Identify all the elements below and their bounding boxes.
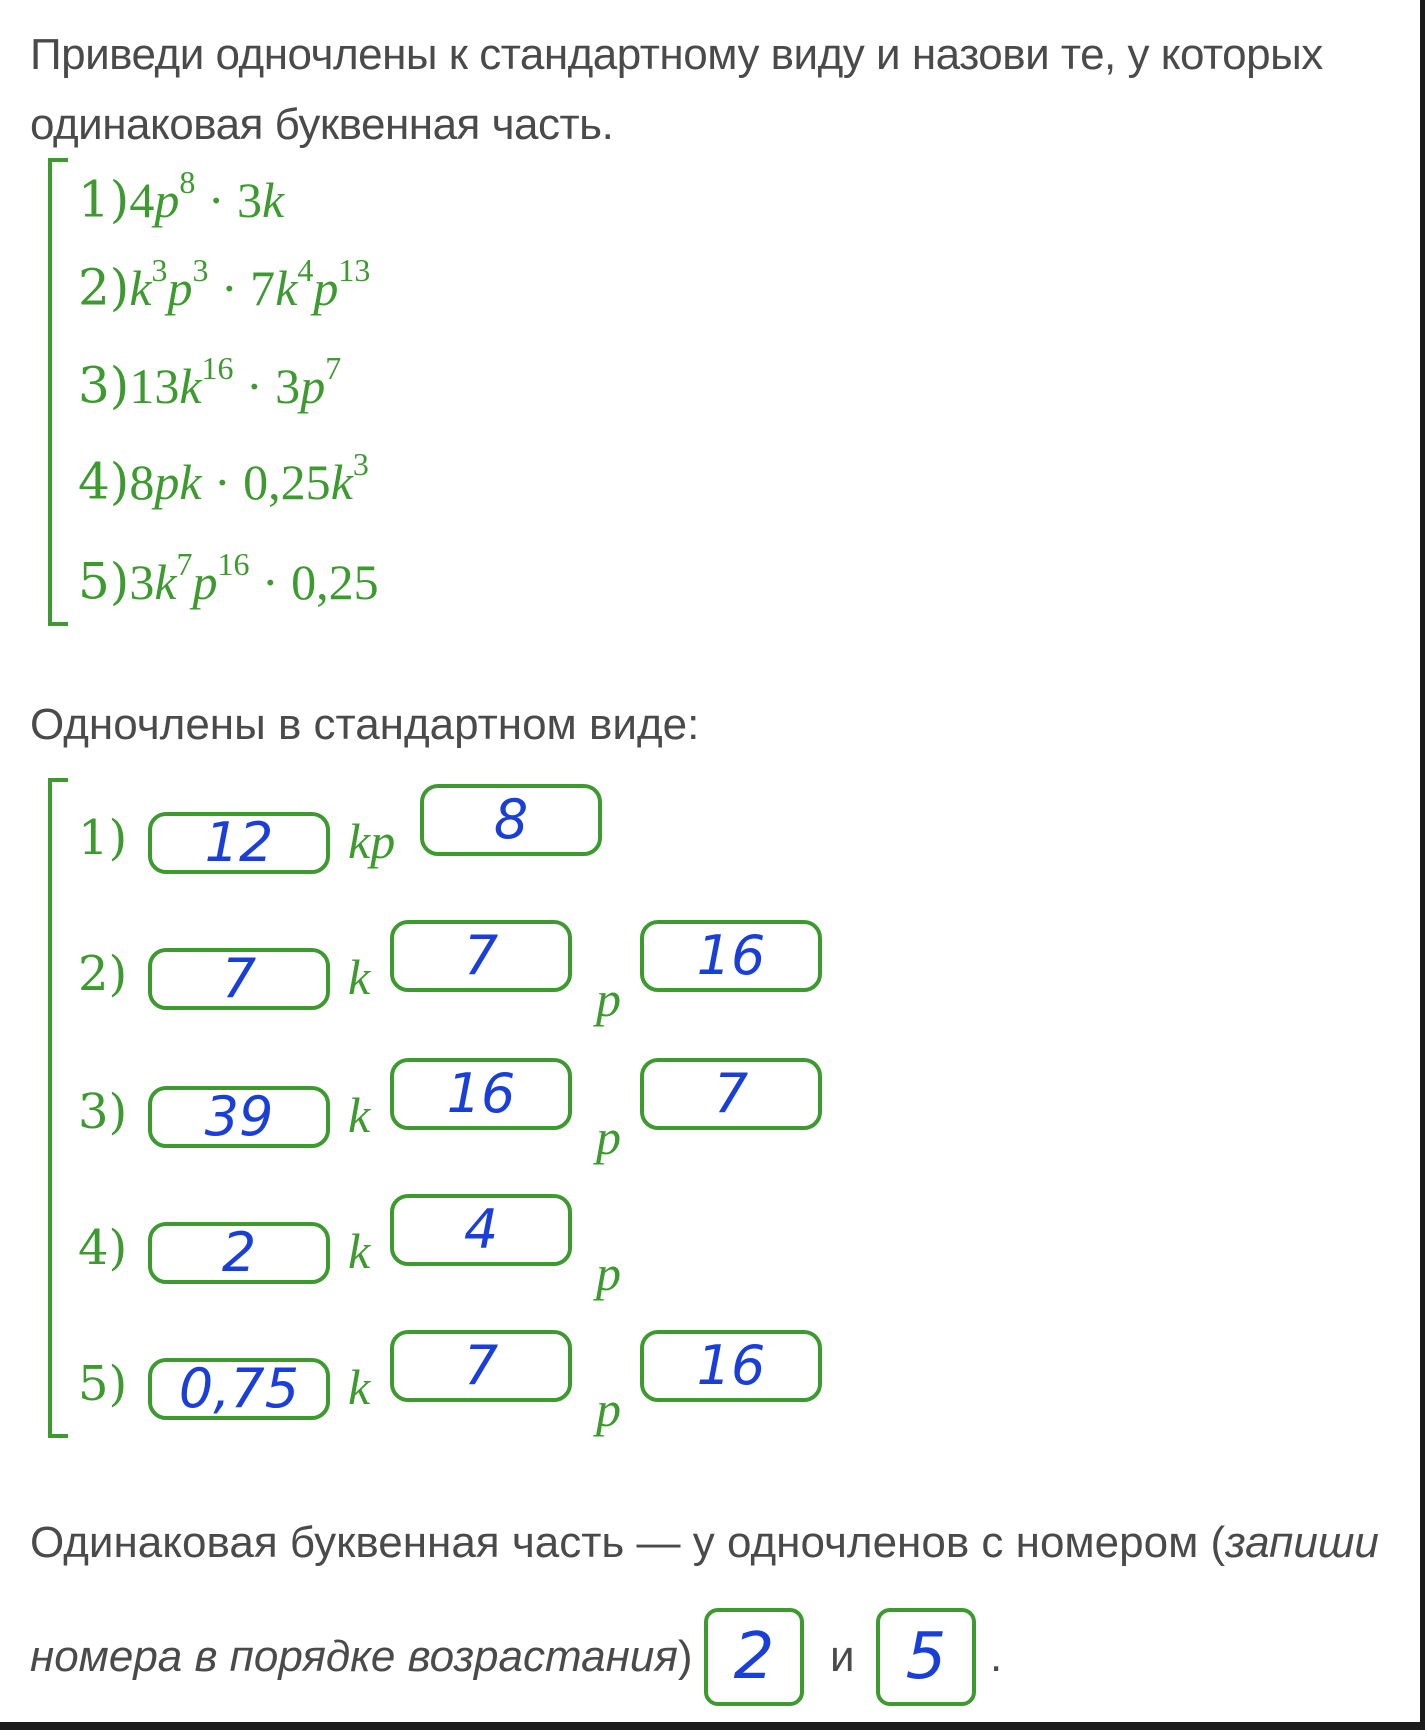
exp1-value: 7 bbox=[463, 924, 499, 987]
coef-value: 2 bbox=[221, 1221, 257, 1284]
monomial-label: 3) bbox=[78, 356, 130, 415]
monomial-5 bbox=[78, 546, 379, 611]
monomial-expression: $8pk \cdot 0,25k^3$ bbox=[129, 446, 369, 510]
exp1-value: 7 bbox=[463, 1334, 499, 1397]
answer-first-value: 2 bbox=[733, 1620, 775, 1694]
standard-row-1-coef-box[interactable] bbox=[148, 812, 330, 874]
answer-second-value: 5 bbox=[905, 1620, 947, 1694]
monomial-label: 5) bbox=[78, 552, 130, 611]
standard-row-2-coef-box[interactable] bbox=[148, 948, 330, 1010]
standard-row-5-var2: p bbox=[596, 1381, 621, 1437]
standard-row-2-var1: k bbox=[348, 949, 371, 1005]
standard-row-5-exp2-box[interactable] bbox=[640, 1330, 822, 1402]
answer-period: . bbox=[990, 1632, 1003, 1681]
standard-row-4-exp1-box[interactable] bbox=[390, 1194, 572, 1266]
monomial-4 bbox=[78, 446, 369, 511]
monomial-1 bbox=[78, 164, 285, 229]
monomial-label: 4) bbox=[78, 452, 130, 511]
standard-row-3-label: 3) bbox=[78, 1084, 128, 1140]
answer-conjunction: и bbox=[830, 1632, 855, 1681]
exp2-value: 7 bbox=[713, 1062, 749, 1125]
standard-row-5-exp1-box[interactable] bbox=[390, 1330, 572, 1402]
exp2-value: 16 bbox=[696, 1334, 766, 1397]
monomial-2 bbox=[78, 252, 371, 317]
answer-line-2 bbox=[30, 1632, 692, 1682]
exp1-value: 16 bbox=[446, 1062, 516, 1125]
standard-row-4-coef-box[interactable] bbox=[148, 1222, 330, 1284]
frame-bottom-edge bbox=[0, 1722, 1425, 1730]
standard-row-3-exp2-box[interactable] bbox=[640, 1058, 822, 1130]
standard-row-3-var1: k bbox=[348, 1087, 371, 1143]
answer-line-1 bbox=[30, 1518, 1379, 1568]
standard-row-4-label: 4) bbox=[78, 1220, 128, 1276]
standard-row-1-var1: kp bbox=[348, 813, 396, 869]
standard-row-3-coef-box[interactable] bbox=[148, 1086, 330, 1148]
coef-value: 0,75 bbox=[178, 1357, 300, 1420]
standard-row-3-var2: p bbox=[596, 1109, 621, 1165]
exp1-value: 4 bbox=[463, 1198, 499, 1261]
answer-line-1-text: Одинаковая буквенная часть — у одночленов с номером ( bbox=[30, 1518, 1226, 1567]
monomial-expression: $13k^{16} \cdot 3p^7$ bbox=[129, 350, 342, 414]
exp2-value: 16 bbox=[696, 924, 766, 987]
coef-value: 7 bbox=[221, 947, 257, 1010]
monomial-label: 1) bbox=[78, 170, 130, 229]
standard-row-3-exp1-box[interactable] bbox=[390, 1058, 572, 1130]
standard-row-4-var2: p bbox=[596, 1245, 621, 1301]
monomial-expression: $3k^7p^{16} \cdot 0,25$ bbox=[129, 546, 379, 610]
standard-row-2-var2: p bbox=[596, 971, 621, 1027]
monomial-label: 2) bbox=[78, 258, 130, 317]
answer-line-2-italic: номера в порядке возрастания bbox=[30, 1632, 678, 1681]
answer-line-1-italic: запиши bbox=[1225, 1518, 1379, 1567]
standard-row-2-exp2-box[interactable] bbox=[640, 920, 822, 992]
coef-value: 12 bbox=[204, 811, 274, 874]
task-instruction: Приведи одночлены к стандартному виду и назови те, у которых одинаковая буквенная часть. bbox=[30, 30, 1323, 149]
answer-first-box[interactable] bbox=[704, 1608, 804, 1706]
standard-row-5-var1: k bbox=[348, 1359, 371, 1415]
monomial-expression: $4p^8 \cdot 3k$ bbox=[129, 164, 285, 228]
monomial-3 bbox=[78, 350, 342, 415]
standard-row-2-exp1-box[interactable] bbox=[390, 920, 572, 992]
coef-value: 39 bbox=[204, 1085, 274, 1148]
standard-row-2-label: 2) bbox=[78, 946, 128, 1002]
exp1-value: 8 bbox=[493, 788, 529, 851]
answer-line-2-close: ) bbox=[677, 1632, 693, 1681]
monomial-list-bracket bbox=[48, 158, 68, 626]
standard-row-5-label: 5) bbox=[78, 1356, 128, 1412]
standard-list-bracket bbox=[48, 778, 68, 1438]
standard-row-5-coef-box[interactable] bbox=[148, 1358, 330, 1420]
standard-row-1-exp1-box[interactable] bbox=[420, 784, 602, 856]
monomial-expression: $k^3p^3 \cdot 7k^4p^{13}$ bbox=[129, 252, 371, 316]
standard-row-4-var1: k bbox=[348, 1223, 371, 1279]
answer-second-box[interactable] bbox=[876, 1608, 976, 1706]
standard-form-heading: Одночлены в стандартном виде: bbox=[30, 700, 700, 749]
frame-right-edge bbox=[1420, 0, 1425, 1730]
standard-row-1-label: 1) bbox=[78, 810, 128, 866]
